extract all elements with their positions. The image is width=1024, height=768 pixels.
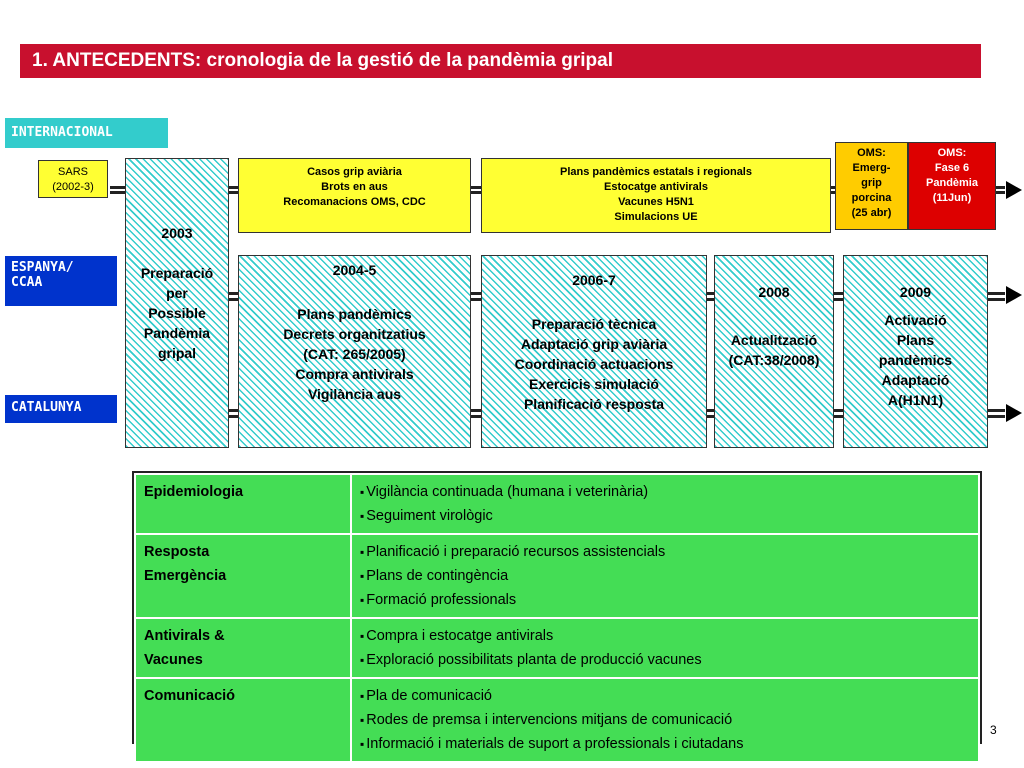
phase-2009 xyxy=(843,255,988,448)
table-row xyxy=(135,678,979,762)
phase-year: 2006-7 xyxy=(572,272,616,288)
list-item: ▪ Compra i estocatge antivirals xyxy=(360,624,970,648)
event-plans-pandemics: Plans pandèmics estatals i regionals Estocatge antivirals Vacunes H5N1 Simulacions UE xyxy=(481,158,831,233)
event-casos-grip-aviaria: Casos grip aviària Brots en aus Recomanacions OMS, CDC xyxy=(238,158,471,233)
list-item: ▪ Formació professionals xyxy=(360,588,970,612)
phase-description: Actualització (CAT:38/2008) xyxy=(728,332,820,368)
phase-year: 2008 xyxy=(758,284,790,300)
row-label-espanya: ESPANYA/ CCAA xyxy=(5,256,117,306)
phase-description: Activació Plans pandèmics Adaptació A(H1N1) xyxy=(878,312,953,408)
area-cell: Comunicació xyxy=(135,678,351,762)
arrow-right-icon xyxy=(1006,404,1022,422)
list-item: ▪ Exploració possibilitats planta de producció vacunes xyxy=(360,648,970,672)
event-oms-fase6: OMS: Fase 6 Pandèmia (11Jun) xyxy=(908,142,996,230)
arrow-right-icon xyxy=(1006,181,1022,199)
list-item: ▪ Vigilància continuada (humana i veterinària) xyxy=(360,480,970,504)
phase-year: 2009 xyxy=(899,284,932,300)
list-item: ▪ Planificació i preparació recursos assistencials xyxy=(360,540,970,564)
page-title: 1. ANTECEDENTS: cronologia de la gestió de la pandèmia gripal xyxy=(20,44,981,78)
table-row xyxy=(135,534,979,618)
items-cell xyxy=(351,618,979,678)
items-cell xyxy=(351,678,979,762)
phase-2008 xyxy=(714,255,834,448)
table-row xyxy=(135,474,979,534)
list-item: ▪ Pla de comunicació xyxy=(360,684,970,708)
area-cell: Antivirals & Vacunes xyxy=(135,618,351,678)
row-label-catalunya: CATALUNYA xyxy=(5,395,117,423)
area-cell: Resposta Emergència xyxy=(135,534,351,618)
phase-2004-5 xyxy=(238,255,471,448)
event-oms-emergencia: OMS: Emerg- grip porcina (25 abr) xyxy=(835,142,908,230)
items-cell xyxy=(351,534,979,618)
area-cell: Epidemiologia xyxy=(135,474,351,534)
phase-year: 2004-5 xyxy=(332,262,377,278)
phase-2006-7 xyxy=(481,255,707,448)
list-item: ▪ Rodes de premsa i intervencions mitjans de comunicació xyxy=(360,708,970,732)
list-item: ▪ Plans de contingència xyxy=(360,564,970,588)
table-row xyxy=(135,618,979,678)
summary-table xyxy=(132,471,982,752)
items-cell xyxy=(351,474,979,534)
page-number: 3 xyxy=(990,723,997,737)
phase-2003 xyxy=(125,158,229,448)
list-item: ▪ Informació i materials de suport a professionals i ciutadans xyxy=(360,732,970,756)
row-label-internacional: INTERNACIONAL xyxy=(5,118,168,148)
arrow-right-icon xyxy=(1006,286,1022,304)
event-sars: SARS (2002-3) xyxy=(38,160,108,198)
phase-year: 2003 xyxy=(161,225,193,241)
list-item: ▪ Seguiment virològic xyxy=(360,504,970,528)
phase-description: Preparació tècnica Adaptació grip aviària Coordinació actuacions Exercicis simulació Planificació resposta xyxy=(514,316,674,412)
phase-description: Preparació per Possible Pandèmia gripal xyxy=(140,265,214,361)
phase-description: Plans pandèmics Decrets organitzatius (CAT: 265/2005) Compra antivirals Vigilància aus xyxy=(283,306,426,402)
